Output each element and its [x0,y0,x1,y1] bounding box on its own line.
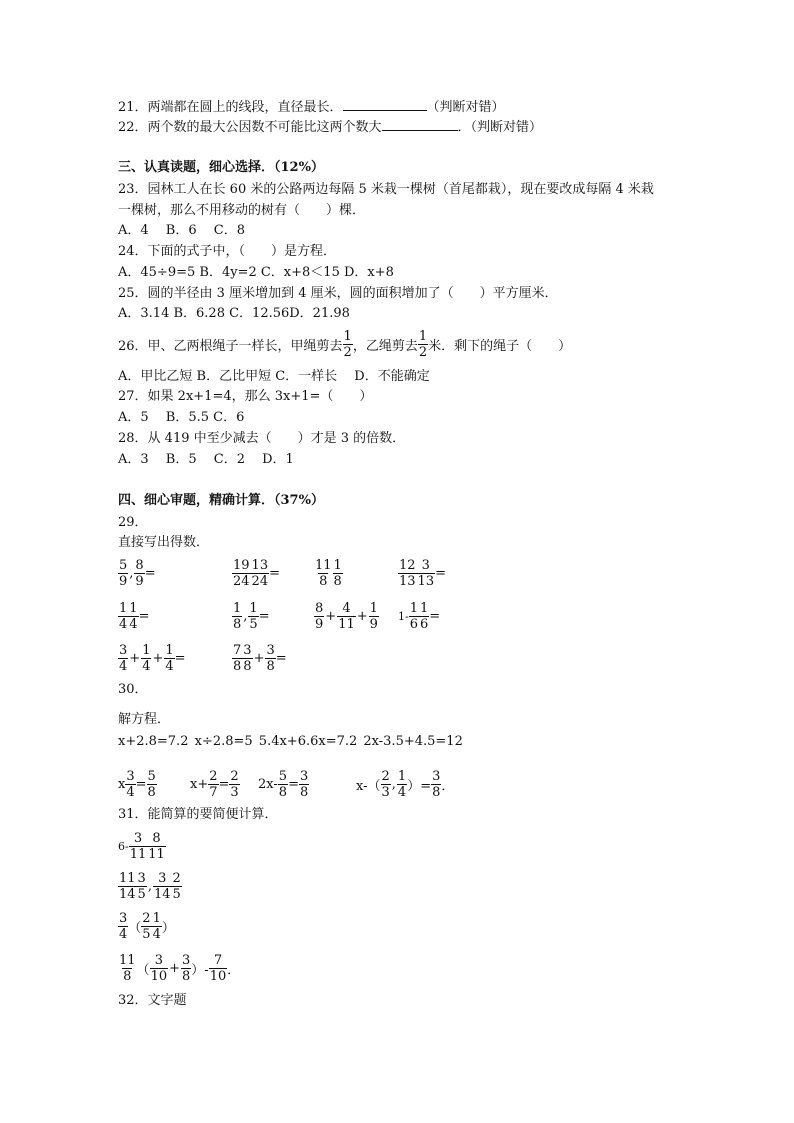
fraction: $\frac{1}{4}$ [397,768,407,800]
fraction: $\frac{4}{11}$ [338,600,355,632]
fraction: $\frac{11}{8}$ [315,557,332,589]
fraction: $\frac{1}{2}$ [343,328,352,360]
fraction: $\frac{7}{10}$ [209,952,227,984]
fraction: $\frac{3}{8}$ [432,768,441,800]
fraction: $\frac{1}{9}$ [369,600,378,632]
fraction: $\frac{3}{14}$ [153,870,171,902]
fraction: $\frac{8}{11}$ [148,830,165,862]
fraction: $\frac{2}{5}$ [142,910,151,942]
answer-blank[interactable] [382,116,458,131]
question-30-equations: x+2.8=7.2 x÷2.8=5 5.4x+6.6x=7.2 2x-3.5+4.5=12 [118,734,463,749]
answer-blank[interactable] [343,96,427,111]
fraction: $\frac{5}{9}$ [119,557,128,589]
fraction: $\frac{1}{4}$ [129,600,138,632]
calc-r2c4: 1- $\frac{1}{6}$ $\frac{1}{6}$ = [398,600,441,632]
question-29-instruction: 直接写出得数． [118,535,210,550]
question-23-options: A．4 B．6 C．8 [118,223,245,238]
fraction: $\frac{1}{4}$ [152,910,161,942]
fraction: $\frac{3}{4}$ [119,642,128,674]
calc-r1c4: $\frac{12}{13}$ $\frac{3}{13}$ = [399,557,446,589]
question-29-number: 29． [118,515,148,530]
question-27: 27．如果 2x+1=4，那么 3x+1=（ ） [118,389,373,404]
fraction: $\frac{3}{13}$ [417,557,435,589]
equation-2: x+ $\frac{2}{7}$ = $\frac{2}{3}$ [190,768,239,800]
fraction: $\frac{11}{8}$ [119,952,136,984]
question-21: 21．两端都在圆上的线段，直径最长． （判断对错） [118,96,505,118]
fraction: $\frac{1}{6}$ [409,600,418,632]
fraction: $\frac{1}{4}$ [165,642,174,674]
fraction: $\frac{8}{9}$ [135,557,144,589]
fraction: $\frac{2}{3}$ [381,768,390,800]
calc-r1c3 [314,556,343,590]
fraction: $\frac{5}{8}$ [278,768,288,800]
fraction: $\frac{1}{4}$ [142,642,151,674]
fraction: $\frac{11}{14}$ [119,870,136,902]
question-23-line1: 23．园林工人在长 60 米的公路两边每隔 5 米栽一棵树（首尾都栽），现在要改成每隔 4 米栽 [118,182,654,197]
calc-r2c1: $\frac{1}{4}$ $\frac{1}{4}$ = [119,600,150,632]
section-3-heading: 三、认真读题，细心选择．（12%） [118,160,324,175]
question-31: 31．能简算的要简便计算． [118,807,278,822]
question-30-number: 30． [118,682,148,697]
fraction: $\frac{1}{2}$ [418,328,428,360]
fraction: $\frac{3}{10}$ [150,952,168,984]
fraction: $\frac{1}{8}$ [333,557,342,589]
fraction: $\frac{1}{8}$ [233,600,242,632]
expression-1: 6- $\frac{3}{11}$ $\frac{8}{11}$ [118,830,165,862]
fraction: $\frac{5}{8}$ [147,768,156,800]
equation-4: x-（ $\frac{2}{3}$ , $\frac{1}{4}$ ）= $\frac{3}{8}$ ． [356,768,455,800]
calc-r2c2: $\frac{1}{8}$ , $\frac{1}{5}$ = [233,600,270,632]
fraction: $\frac{2}{5}$ [172,870,181,902]
question-23-line2: 一棵树，那么不用移动的树有（ ）棵． [118,203,366,218]
section-4-heading: 四、细心审题，精确计算．（37%） [118,493,324,508]
question-28-options: A．3 B．5 C．2 D．1 [118,452,294,467]
equation-1: x $\frac{3}{4}$ = $\frac{5}{8}$ [118,768,156,800]
fraction: $\frac{3}{8}$ [243,642,252,674]
fraction: $\frac{3}{4}$ [126,768,135,800]
fraction: $\frac{1}{5}$ [249,600,258,632]
calc-r2c3: $\frac{8}{9}$ + $\frac{4}{11}$ + $\frac{1}{9}$ [315,600,378,632]
fraction: $\frac{3}{8}$ [182,952,191,984]
expression-4: $\frac{11}{8}$ （ $\frac{3}{10}$ + $\frac{3}{8}$ ）- $\frac{7}{10}$ ． [119,952,241,984]
expression-3: $\frac{3}{4}$ （ $\frac{2}{5}$ $\frac{1}{4}$ ） [119,910,175,942]
fraction: $\frac{3}{4}$ [119,910,128,942]
question-30-instruction: 解方程． [118,712,171,727]
fraction: $\frac{3}{8}$ [299,768,309,800]
question-28: 28．从 419 中至少减去（ ）才是 3 的倍数． [118,431,406,446]
calc-r1c1: $\frac{5}{9}$ , $\frac{8}{9}$ = [119,557,156,589]
question-22: 22．两个数的最大公因数不可能比这两个数大 ．（判断对错） [118,116,542,138]
fraction: $\frac{1}{6}$ [420,600,429,632]
question-25: 25．圆的半径由 3 厘米增加到 4 厘米，圆的面积增加了（ ）平方厘米． [118,286,558,301]
calc-r1c2: $\frac{19}{24}$ $\frac{13}{24}$ = [233,557,280,589]
fraction: $\frac{2}{7}$ [209,768,218,800]
question-24-options: A．45÷9=5 B．4y=2 C．x+8＜15 D．x+8 [118,265,394,280]
question-27-options: A．5 B．5.5 C．6 [118,410,245,425]
equation-3: 2x- $\frac{5}{8}$ = $\frac{3}{8}$ [258,768,309,800]
fraction: $\frac{13}{24}$ [251,557,269,589]
fraction: $\frac{7}{8}$ [233,642,242,674]
question-32: 32．文字题 [118,993,187,1008]
question-26: 26．甲、乙两根绳子一样长，甲绳剪去 $\frac{1}{2}$ ，乙绳剪去 $\frac{1}{2}$ 米．剩下的绳子（ ） [118,328,572,360]
calc-r3c2: $\frac{7}{8}$ $\frac{3}{8}$ + $\frac{3}{8}$ = [233,642,287,674]
fraction: $\frac{19}{24}$ [233,557,250,589]
fraction: $\frac{8}{9}$ [315,600,324,632]
calc-r3c1: $\frac{3}{4}$ + $\frac{1}{4}$ + $\frac{1}{4}$ = [119,642,186,674]
fraction: $\frac{3}{5}$ [137,870,146,902]
fraction: $\frac{12}{13}$ [399,557,416,589]
question-25-options: A．3.14 B．6.28 C．12.56D．21.98 [118,306,350,321]
fraction: $\frac{3}{11}$ [129,830,147,862]
fraction: $\frac{3}{8}$ [266,642,275,674]
question-26-options: A．甲比乙短 B．乙比甲短 C．一样长 D．不能确定 [118,369,430,384]
fraction: $\frac{2}{3}$ [230,768,239,800]
question-24: 24．下面的式子中，（ ）是方程． [118,244,337,259]
expression-2: $\frac{11}{14}$ $\frac{3}{5}$ , $\frac{3}{14}$ $\frac{2}{5}$ [119,870,181,902]
fraction: $\frac{1}{4}$ [119,600,128,632]
